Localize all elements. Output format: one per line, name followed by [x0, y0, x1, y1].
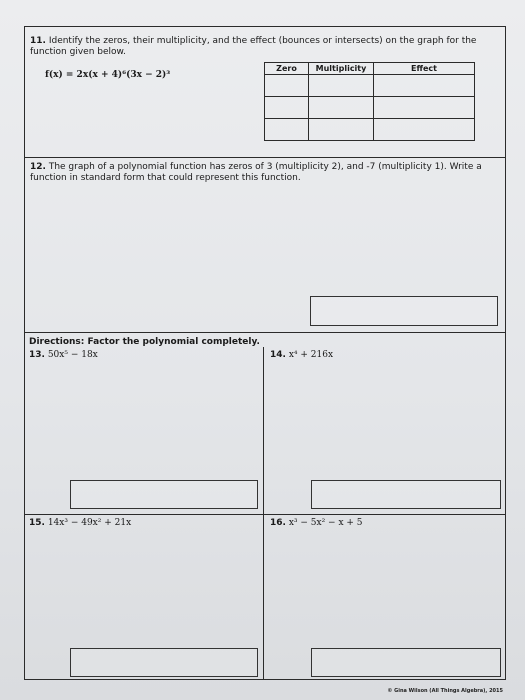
q12-text: The graph of a polynomial function has zeros of 3 (multiplicity 2), and -7 (multiplicity 1). Write a function in standard form that could represent this function.	[30, 162, 482, 183]
q11-function: f(x) = 2x(x + 4)⁶(3x − 2)³	[45, 70, 171, 80]
problem-13-number: 13.	[29, 350, 45, 360]
problem-15-number: 15.	[29, 518, 45, 528]
q12-number: 12.	[30, 162, 46, 172]
table-cell[interactable]	[309, 119, 374, 141]
zero-header: Zero	[265, 63, 309, 75]
q11-text: Identify the zeros, their multiplicity, and the effect (bounces or intersects) on the graph for the function given below.	[30, 36, 477, 57]
multiplicity-header: Multiplicity	[309, 63, 374, 75]
divider-row2	[24, 514, 506, 515]
zeros-table	[264, 62, 475, 141]
table-cell[interactable]	[265, 75, 309, 97]
table-cell[interactable]	[265, 97, 309, 119]
table-cell[interactable]	[374, 97, 475, 119]
copyright-text: © Gina Wilson (All Things Algebra), 2015	[387, 688, 503, 694]
problem-15-answer-box[interactable]	[70, 648, 258, 677]
problem-13	[29, 350, 98, 361]
q11-prompt	[30, 36, 490, 58]
divider-q12-directions	[24, 332, 506, 333]
problem-14-number: 14.	[270, 350, 286, 360]
divider-columns	[263, 347, 264, 680]
problem-16-number: 16.	[270, 518, 286, 528]
divider-q11-q12	[24, 157, 506, 158]
problem-16-expression: x³ − 5x² − x + 5	[288, 518, 363, 528]
table-cell[interactable]	[265, 119, 309, 141]
q11-number: 11.	[30, 36, 46, 46]
problem-13-answer-box[interactable]	[70, 480, 258, 509]
problem-15	[29, 518, 131, 529]
problem-13-expression: 50x⁵ − 18x	[47, 350, 98, 360]
table-cell[interactable]	[374, 75, 475, 97]
problem-16	[270, 518, 363, 529]
problem-14	[270, 350, 333, 361]
table-cell[interactable]	[374, 119, 475, 141]
q12-prompt	[30, 162, 496, 184]
problem-15-expression: 14x³ − 49x² + 21x	[47, 518, 132, 528]
problem-14-answer-box[interactable]	[311, 480, 501, 509]
q12-answer-box[interactable]	[310, 296, 498, 326]
table-cell[interactable]	[309, 75, 374, 97]
directions-text: Directions: Factor the polynomial completely.	[29, 337, 260, 347]
effect-header: Effect	[374, 63, 475, 75]
problem-16-answer-box[interactable]	[311, 648, 501, 677]
problem-14-expression: x⁴ + 216x	[288, 350, 334, 360]
table-cell[interactable]	[309, 97, 374, 119]
